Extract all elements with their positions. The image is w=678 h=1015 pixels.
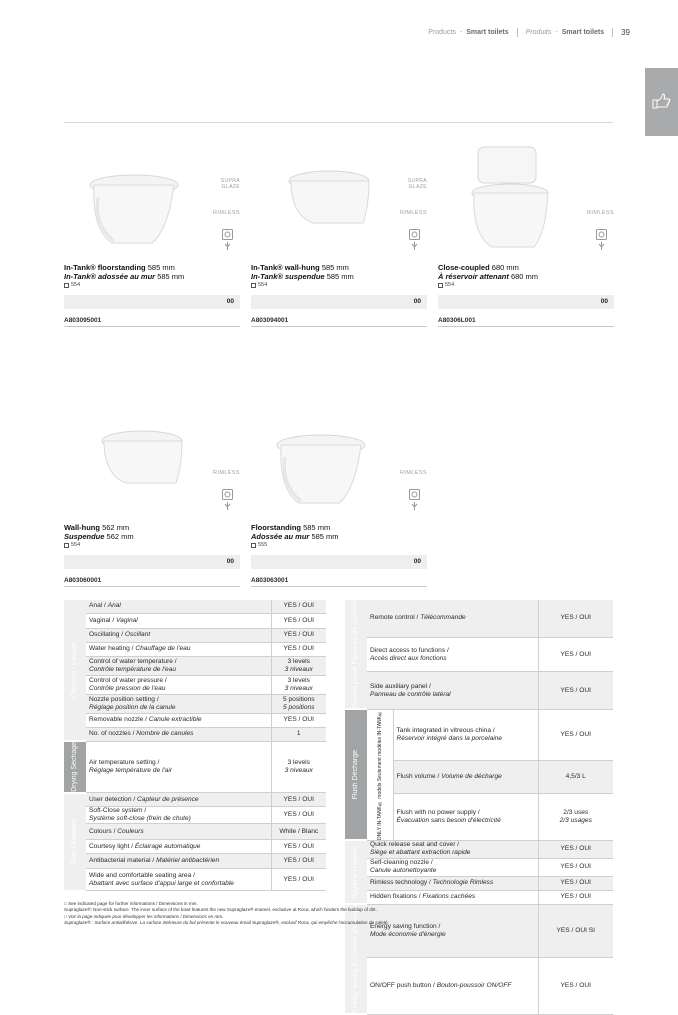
table-row [345,958,613,1015]
product-image [64,145,194,255]
product-card[interactable] [64,405,240,590]
feature-value: YES / OUI [283,616,314,624]
feature-cell: No. of nozzles / Nombre de canules [86,727,271,741]
group-label: Seat / Abattant [64,793,86,891]
value-cell [271,869,326,891]
feature-fr: Volume de décharge [441,772,502,780]
rimless-label: RIMLESS [587,210,614,216]
feature-value-fr: 2/3 usages [559,817,592,825]
table-row [64,741,326,793]
product-image [64,405,194,515]
product-card[interactable] [64,145,240,330]
feature-cell: Quick release seat and cover / Siège et abattant extraction rapide [367,840,538,858]
feature-cell: Tank integrated in vitreous china / Réservoir intégré dans la porcelaine [393,709,538,760]
product-name-fr: Adossée au mur 585 mm [251,532,339,541]
feature-value: YES / OUI [560,650,591,658]
table-row [64,854,326,869]
feature-en: Flush with no power supply [396,809,477,817]
page-reference: 554 [251,282,267,288]
feature-value: YES / OUI [283,857,314,865]
feature-value: 3 levels [287,758,310,766]
feature-fr: Fixations cachées [422,893,476,901]
breadcrumb-section-en: Products [428,29,456,36]
table-row [345,858,613,876]
feature-en: Rimless technology [370,879,428,887]
footnote-text: Supraglaze®: Non-stick surface. The inner surface of the bowl features the new Supraglaze® enamel, exclusive at Roca, which hinders the buildup of dirt. [64,907,377,912]
flush-icon [222,229,233,256]
feature-cell: Rimless technology / Technologie Rimless [367,876,538,890]
feature-fr: Contrôle pression de l'eau [89,684,166,692]
feature-value: White / Blanc [279,827,319,835]
value-cell [271,741,326,793]
feature-en: Vaginal [89,616,111,624]
page-reference: 554 [64,282,80,288]
feature-en: Quick release seat and cover [370,841,456,849]
value-cell [538,890,613,904]
table-row [64,727,326,741]
feature-cell: Self-cleaning nozzle / Canule autonettoyante [367,858,538,876]
feature-en: Tank integrated in vitreous china [396,726,492,734]
feature-cell: User detection / Capteur de présence [86,793,271,807]
product-image [251,145,381,255]
book-icon [64,283,69,288]
feature-value: YES / OUI [283,842,314,850]
value-cell [538,794,613,841]
group-label: Flush Décharge [345,709,367,840]
feature-fr: Réglage température de l'air [89,766,172,774]
value-cell [271,807,326,824]
feature-value-fr: 3 niveaux [284,684,313,692]
book-icon: □ [64,914,67,919]
feature-value: YES / OUI [283,795,314,803]
feature-value: YES / OUI [560,982,591,990]
table-row [64,713,326,727]
breadcrumb-separator: - [555,29,558,36]
feature-cell: Air temperature setting / Réglage température de l'air [86,741,271,793]
breadcrumb-section-fr: Produits [525,29,552,36]
table-row [345,637,613,672]
table-row [64,628,326,642]
value-cell [271,600,326,613]
value-cell [271,628,326,642]
feature-cell: Control of water temperature / Contrôle température de l'eau [86,656,271,675]
feature-cell: Flush volume / Volume de décharge [393,760,538,794]
feature-en: Courtesy light [89,842,130,850]
feature-cell: Courtesy light / Éclairage automatique [86,840,271,854]
footnote-4 [64,920,389,926]
group-sublabel: ONLY IN-TANK® models Seulement modèles IN-TANK® [367,709,393,840]
product-name-fr: In-Tank® suspendue 585 mm [251,272,354,281]
table-row [64,824,326,840]
footnote-text: Voir la page indiquée pour développer les informations / Dimensions en mm. [68,914,224,919]
page-reference: 555 [251,542,267,548]
top-rule [64,122,613,123]
value-cell [271,824,326,840]
finish-code: 00 [226,298,234,305]
table-row [64,656,326,675]
feature-value: YES / OUI [560,879,591,887]
value-cell [271,613,326,628]
rimless-label: RIMLESS [213,210,240,216]
product-name-en: Wall-hung 562 mm [64,523,130,532]
feature-en: Water heating [89,645,130,652]
finish-code: 00 [600,298,608,305]
value-cell [538,904,613,957]
table-row [64,694,326,713]
group-label: Cleaning / Lavage [64,600,86,741]
feature-cell: Remote control / Télécommande [367,600,538,637]
feature-cell: Vaginal / Vaginal [86,613,271,628]
feature-en: Control of water temperature [89,657,173,665]
product-image [438,145,568,255]
feature-value: YES / OUI [560,614,591,622]
product-name-en: Floorstanding 585 mm [251,523,331,532]
breadcrumb-category-fr: Smart toilets [561,29,605,36]
table-row [345,904,613,957]
page-reference: 554 [438,282,454,288]
feature-value: YES / OUI [560,845,591,853]
feature-fr: Vaginal [116,616,138,624]
product-name-en: In-Tank® wall-hung 585 mm [251,263,349,272]
product-name-en: Close-coupled 680 mm [438,263,519,272]
feature-cell: Energy saving function / Mode économie d'énergie [367,904,538,957]
feature-en: Energy saving function [370,923,437,931]
feature-cell: Water heating / Chauffage de l'eau [86,642,271,656]
feature-fr: Capteur de présence [137,795,199,803]
feature-value: 4,5/3 L [565,772,586,780]
feature-fr: Télécommande [420,614,466,622]
product-name-fr: Suspendue 562 mm [64,532,134,541]
feature-fr: Canule extractible [148,716,202,723]
feature-value-fr: 3 niveaux [284,766,313,774]
features-table-right [345,600,613,1015]
book-icon [251,283,256,288]
supraglaze-logo: SUPRA GLAZE [220,178,240,190]
value-cell [271,727,326,741]
value-cell [538,858,613,876]
feature-value: YES / OUI SI [556,927,595,935]
feature-cell: Antibacterial material / Matériel antibactérien [86,854,271,869]
flush-icon [222,489,233,516]
feature-fr: Système soft-close (frein de chute) [89,815,191,823]
breadcrumb-divider [517,28,518,37]
feature-value: YES / OUI [283,875,314,883]
group-label: Drying Séchage [64,741,86,793]
value-cell [538,600,613,637]
feature-value: YES / OUI [283,631,314,638]
value-cell [271,793,326,807]
feature-cell: Hidden fixations / Fixations cachées [367,890,538,904]
feature-cell: Control of water pressure / Contrôle pression de l'eau [86,675,271,694]
feature-fr: Anal [107,602,121,610]
feature-en: Air temperature setting [89,758,156,766]
value-cell [538,637,613,672]
feature-cell: Wide and comfortable seating area / Abattant avec surface d'appui large et confortable [86,869,271,891]
value-cell [271,840,326,854]
book-icon [251,543,256,548]
feature-en: Wide and comfortable seating area [89,871,192,879]
table-row [64,840,326,854]
product-image [251,405,381,515]
product-card[interactable] [438,145,614,330]
feature-value: 3 levels [287,657,310,665]
product-code: A803063001 [251,577,427,587]
rimless-label: RIMLESS [400,210,427,216]
feature-value: YES / OUI [560,730,591,738]
footnote-2 [64,907,377,913]
finish-bar [64,295,240,309]
feature-en: Flush volume [396,772,436,780]
product-name-en: In-Tank® floorstanding 585 mm [64,263,175,272]
product-name-fr: In-Tank® adossée au mur 585 mm [64,272,185,281]
rimless-label: RIMLESS [213,470,240,476]
finish-bar [251,295,427,309]
value-cell [538,760,613,794]
group-label: Energy saving Économie d'énergie [345,904,367,1014]
feature-cell: Colours / Couleurs [86,824,271,840]
table-row [345,600,613,637]
table-row [345,840,613,858]
feature-cell: Removable nozzle / Canule extractible [86,713,271,727]
feature-cell: Soft-Close system / Système soft-close (frein de chute) [86,807,271,824]
feature-fr: Mode économie d'énergie [370,931,446,939]
feature-fr: Chauffage de l'eau [135,645,191,652]
feature-fr: Abattant avec surface d'appui large et confortable [89,879,234,887]
feature-fr: Couleurs [117,827,144,835]
feature-cell: Side auxiliary panel / Panneau de contrôle latéral [367,672,538,709]
feature-value: 2/3 uses [563,809,589,817]
feature-fr: Bouton-poussoir ON/OFF [436,982,512,990]
feature-cell: ON/OFF push button / Bouton-poussoir ON/OFF [367,958,538,1015]
feature-en: Colours [89,827,112,835]
product-code: A80306L001 [438,317,614,327]
feature-fr: Matériel antibactérien [156,857,220,865]
finish-code: 00 [413,558,421,565]
finish-code: 00 [226,558,234,565]
footnote-text: See indicated page for further informations / Dimensions in mm. [68,901,198,906]
value-cell [271,675,326,694]
feature-value: YES / OUI [283,645,314,652]
feature-fr: Réservoir intégré dans la porcelaine [396,734,503,742]
book-icon [64,543,69,548]
feature-fr: Nombre de canules [136,730,194,737]
finish-bar [64,555,240,569]
feature-en: Nozzle position setting [89,695,155,703]
value-cell [538,958,613,1015]
product-name-fr: À réservoir attenant 680 mm [438,272,539,281]
feature-fr: Accès direct aux fonctions [370,654,447,662]
product-code: A803060001 [64,577,240,587]
feature-value: 3 levels [287,676,310,684]
table-row [64,807,326,824]
table-row [345,876,613,890]
value-cell [271,694,326,713]
feature-cell: Anal / Anal [86,600,271,613]
flush-icon [409,489,420,516]
feature-value: 5 positions [282,695,315,703]
product-card[interactable] [251,405,427,590]
rimless-label: RIMLESS [400,470,427,476]
feature-fr: Technologie Rimless [432,879,494,887]
feature-cell: Flush with no power supply / Évacuation sans besoin d'électricité [393,794,538,841]
feature-en: ON/OFF push button [370,982,432,990]
feature-en: Self-cleaning nozzle [370,859,430,867]
feature-en: Remote control [370,614,415,622]
feature-value: YES / OUI [283,716,314,723]
value-cell [271,854,326,869]
page-header [428,28,630,37]
feature-en: Side auxiliary panel [370,682,428,690]
feature-en: Hidden fixations [370,893,417,901]
feature-value: YES / OUI [560,686,591,694]
features-table-left [64,600,326,892]
feature-fr: Siège et abattant extraction rapide [370,849,471,857]
flush-icon [409,229,420,256]
feature-en: Soft-Close system [89,807,143,815]
feature-fr: Panneau de contrôle latéral [370,690,451,698]
feature-value-fr: 5 positions [282,703,315,711]
value-cell [538,672,613,709]
feature-fr: Oscillant [124,631,151,638]
book-icon [438,283,443,288]
breadcrumb-divider [612,28,613,37]
value-cell [271,713,326,727]
book-icon: □ [64,901,67,906]
group-label: Hygiene Hygiène [345,840,367,904]
feature-fr: Éclairage automatique [134,842,201,850]
table-row [345,709,613,760]
group-label: Control panel Panneau de contrôle [345,600,367,709]
feature-en: Direct access to functions [370,646,446,654]
section-tab[interactable] [645,68,678,136]
breadcrumb-category-en: Smart toilets [466,29,509,36]
value-cell [538,876,613,890]
product-code: A803094001 [251,317,427,327]
value-cell [271,656,326,675]
page-reference: 554 [64,542,80,548]
feature-cell: Oscillating / Oscillant [86,628,271,642]
feature-fr: Canule autonettoyante [370,867,437,875]
feature-en: User detection [89,795,132,803]
value-cell [271,642,326,656]
table-row [64,613,326,628]
table-row [345,890,613,904]
value-cell [538,709,613,760]
product-card[interactable] [251,145,427,330]
finish-code: 00 [413,298,421,305]
feature-fr: Contrôle température de l'eau [89,665,177,673]
product-code: A803095001 [64,317,240,327]
feature-value: 1 [296,730,301,737]
flush-icon [596,229,607,256]
table-row [345,672,613,709]
finish-bar [438,295,614,309]
footnote-text: Supraglaze® : Surface antiadhésive. La surface intérieure du bol présente le nouveau émail Supraglaze®, exclusif Roca, qui empêche l'accumulation de saleté. [64,920,389,925]
table-row [64,600,326,613]
feature-en: Anal [89,602,103,610]
hand-icon [652,93,671,109]
feature-value-fr: 3 niveaux [284,665,313,673]
supraglaze-logo: SUPRA GLAZE [407,178,427,190]
feature-en: Removable nozzle [89,716,144,723]
breadcrumb-separator: - [459,29,463,36]
feature-value: YES / OUI [560,893,591,901]
feature-cell: Direct access to functions / Accès direct aux fonctions [367,637,538,672]
table-row [64,642,326,656]
feature-value: YES / OUI [283,602,314,610]
feature-value: YES / OUI [560,863,591,871]
feature-fr: Réglage position de la canule [89,703,176,711]
table-row [64,869,326,891]
feature-en: Oscillating [89,631,120,638]
page-number: 39 [621,28,630,37]
feature-en: No. of nozzles [89,730,131,737]
table-row [64,675,326,694]
value-cell [538,840,613,858]
finish-bar [251,555,427,569]
feature-en: Antibacterial material [89,857,151,865]
feature-value: YES / OUI [283,811,314,819]
table-row [64,793,326,807]
feature-en: Control of water pressure [89,676,164,684]
feature-fr: Évacuation sans besoin d'électricité [396,817,501,825]
feature-cell: Nozzle position setting / Réglage position de la canule [86,694,271,713]
